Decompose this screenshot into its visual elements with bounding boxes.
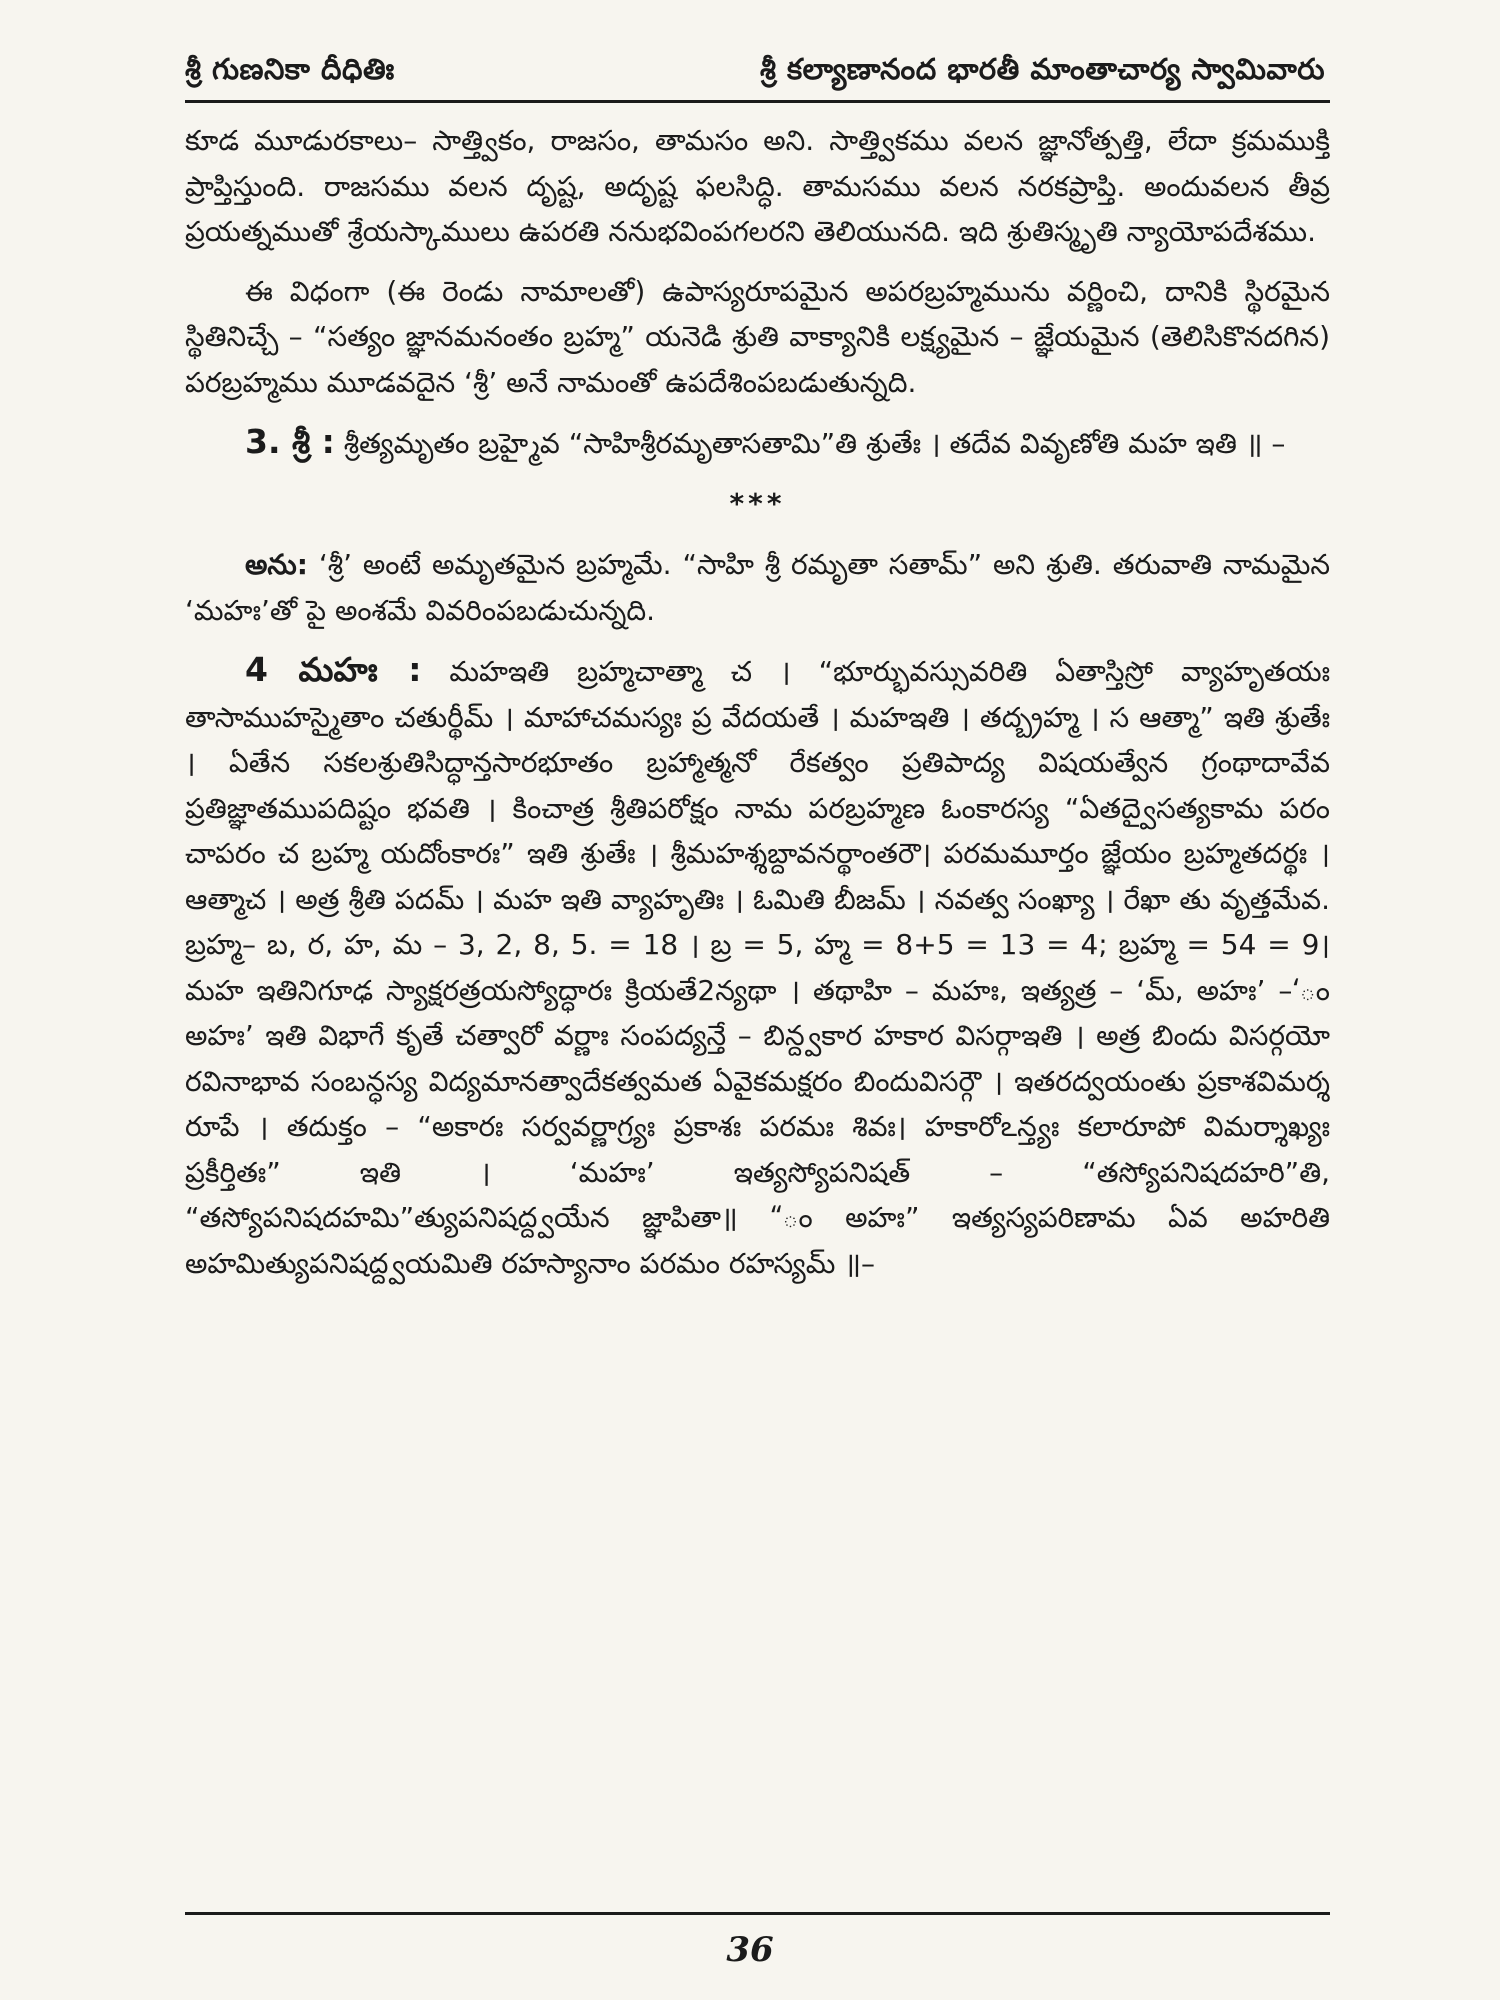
paragraph-continuation: కూడ మూడురకాలు– సాత్త్వికం, రాజసం, తామసం అని. సాత్త్వికము వలన జ్ఞానోత్పత్తి, లేదా క్రమముక్తి ప్రాప్తిస్తుంది. రాజసము వలన దృష్ట, అదృష్ట ఫలసిద్ధి. తామసము వలన నరకప్రాప్తి. అందువలన తీవ్ర ప్రయత్నముతో శ్రేయస్కాములు ఉపరతి ననుభవింపగలరని తెలియునది. ఇది శ్రుతిస్మృతి న్యాయోపదేశము. <box>185 124 1330 248</box>
page-number: 36 <box>726 1930 774 1970</box>
section-separator: *** <box>729 486 786 520</box>
paragraph-explanation: ఈ విధంగా (ఈ రెండు నామాలతో) ఉపాస్యరూపమైన అపరబ్రహ్మమును వర్ణించి, దానికి స్థిరమైన స్థితినిచ్చే – “సత్యం జ్ఞానమనంతం బ్రహ్మ” యనెడి శ్రుతి వాక్యానికి లక్ష్యమైన – జ్ఞేయమైన (తెలిసికొనదగిన) పరబ్రహ్మము మూడవదైన ‘శ్రీ’ అనే నామంతో ఉపదేశింపబడుతున్నది. <box>185 274 1330 399</box>
running-header <box>185 52 1325 94</box>
header-rule <box>185 100 1330 103</box>
header-right-author: శ్రీ కల్యాణానంద భారతీ మాంతాచార్య స్వామివారు <box>759 52 1325 86</box>
verse-3-heading: 3. శ్రీ : <box>245 422 335 461</box>
footer-rule <box>185 1912 1330 1915</box>
verse-3 <box>185 419 1330 467</box>
verse-3-text: శ్రీత్యమృతం బ్రహ్మైవ “సాహిశ్రీరమృతాసతామి”తి శ్రుతేః । తదేవ వివృణోతి మహ ఇతి ॥ – <box>343 427 1286 460</box>
translation-text: ‘శ్రీ’ అంటే అమృతమైన బ్రహ్మమే. “సాహి శ్రీ రమృతా సతామ్” అని శ్రుతి. తరువాతి నామమైన ‘మహః’తో పై అంశమే వివరింపబడుచున్నది. <box>185 548 1330 627</box>
page-body <box>185 118 1330 1300</box>
translation-paragraph <box>185 542 1330 633</box>
translation-label: అను: <box>245 548 308 581</box>
verse-4 <box>185 647 1330 1286</box>
header-left-title: శ్రీ గుణనికా దీధితిః <box>185 52 395 86</box>
verse-4-heading: 4 మహః : <box>245 650 422 689</box>
verse-4-text: మహఇతి బ్రహ్మచాత్మా చ । “భూర్భువస్సువరితి ఏతాస్తిస్రో వ్యాహృతయః తాసాముహస్మైతాం చతుర్థీమ్ । మాహాచమస్యః ప్ర వేదయతే । మహఇతి । తద్బ్రహ్మ । స ఆత్మా” ఇతి శ్రుతేః । ఏతేన సకలశ్రుతిసిద్ధాన్తసారభూతం బ్రహ్మాత్మనో రేకత్వం ప్రతిపాద్య విషయత్వేన గ్రంథాదావేవ ప్రతిజ్ఞాతముపదిష్టం భవతి । కించాత్ర శ్రీతిపరోక్షం నామ పరబ్రహ్మణ ఓంకారస్య “ఏతద్వైసత్యకామ పరం చాపరం చ బ్రహ్మ యదోంకారః” ఇతి శ్రుతేః । శ్రీమహశ్శబ్దావనర్థాంతరౌ। పరమమూర్తం జ్ఞేయం బ్రహ్మతదర్థః । ఆత్మాచ । అత్ర శ్రీతి పదమ్ । మహ ఇతి వ్యాహృతిః । ఓమితి బీజమ్ । నవత్వ సంఖ్యా । రేఖా తు వృత్తమేవ. బ్రహ్మ– బ, ర, హ, మ – 3, 2, 8, 5. = 18 । బ్ర = 5, హ్మ = 8+5 = 13 = 4; బ్రహ్మ = 54 = 9। మహ ఇతినిగూఢ స్యాక్షరత్రయస్యోద్ధారః క్రియతే2న్యథా । తథాహి – మహః, ఇత్యత్ర – ‘మ్, అహః’ –‘ం అహః’ ఇతి విభాగే కృతే చత్వారో వర్ణాః సంపద్యన్తే – బిన్ద్వకార హకార విసర్గాఇతి । అత్ర బిందు విసర్గయో రవినాభావ సంబన్ధస్య విద్యమానత్వాదేకత్వమత ఏవైకమక్షరం బిందువిసర్గౌ । ఇతరద్వయంతు ప్రకాశవిమర్శ రూపే । తదుక్తం – “అకారః సర్వవర్ణాగ్ర్యః ప్రకాశః పరమః శివః। హకారోఽన్త్యః కలారూపో విమర్శాఖ్యః ప్రకీర్తితః” ఇతి । ‘మహః’ ఇత్యస్యోపనిషత్ – “తస్యోపనిషదహరి”తి, “తస్యోపనిషదహమి”త్యుపనిషద్ద్వయేన జ్ఞాపితా॥ “ం అహః” ఇత్యస్యపరిణామ ఏవ అహరితి అహమిత్యుపనిషద్ద్వయమితి రహస్యానాం పరమం రహస్యమ్ ॥– <box>185 655 1330 1280</box>
